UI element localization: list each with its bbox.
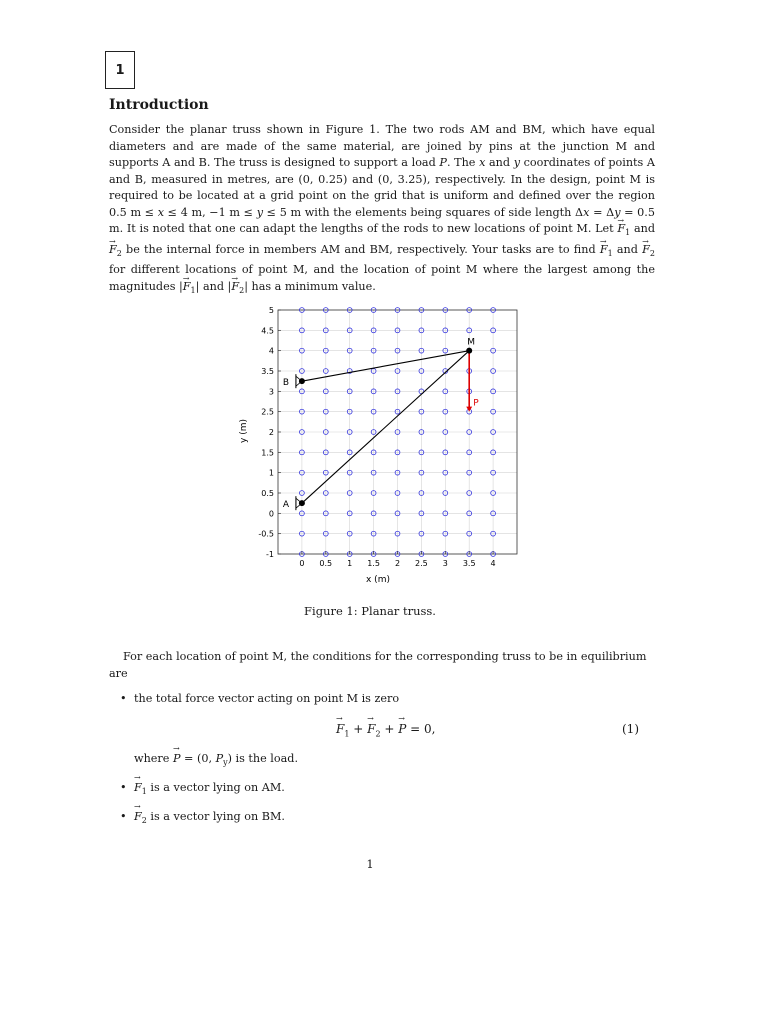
joint-a xyxy=(299,500,305,506)
x-tick-label: 0.5 xyxy=(319,559,333,568)
x-tick-label: 1 xyxy=(347,559,353,568)
point-b-label: B xyxy=(282,378,290,389)
bullet-item-1: • the total force vector acting on point M is zero xyxy=(120,692,400,705)
y-tick-label: 0.5 xyxy=(261,489,274,498)
y-tick-label: 2 xyxy=(268,428,274,437)
x-tick-label: 0 xyxy=(299,559,305,568)
x-tick-label: 2 xyxy=(394,559,401,568)
y-tick-label: 2.5 xyxy=(261,407,274,417)
x-axis-label: x (m) xyxy=(366,575,390,585)
y-tick-label: -1 xyxy=(266,550,274,559)
y-tick-label: 3.5 xyxy=(261,367,274,376)
point-a-label: A xyxy=(282,500,290,511)
page-number: 1 xyxy=(366,857,374,871)
joint-m xyxy=(466,348,472,354)
y-tick-label: 4 xyxy=(268,346,274,356)
truss-figure xyxy=(230,300,530,590)
truss-plot xyxy=(230,300,530,590)
intro-paragraph: Consider the planar truss shown in Figure 1. The two rods AM and BM, which have equal diameters and are made of the same material, are joined by pins at the junction M and supports A and B. The truss is designed to support a load P. The x and y coordinates of points A and B, measured in metres, are (0, 0.25) and (0, 3.25), respectively. In the design, point M is required to be located at a grid point on the grid that is uniform and defined over the region 0.5 m ≤ x ≤ 4 m, −1 m ≤ y ≤ 5 m with the elements being squares of side length Δx = Δy = 0.5 m. It is noted that one can adapt the lengths of the rods to new locations of point M. Let → $F_1$ and → $F_2$ be the internal force in members AM and BM, respectively. Your tasks are to find → $F_1$ and → $F_2$ for different locations of point M, and the location of point M where the largest among the magnitudes |→ $F_1|$ and |→ $F_2|$ has a minimum value. xyxy=(109,122,655,300)
y-tick-label: 5 xyxy=(268,306,274,315)
y-axis-label: y (m) xyxy=(239,419,249,443)
truss-member xyxy=(302,351,469,504)
y-tick-label: 3 xyxy=(268,387,274,397)
y-tick-label: 1 xyxy=(268,468,274,478)
x-tick-label: 4 xyxy=(490,559,496,568)
joint-b xyxy=(299,378,305,384)
x-tick-label: 2.5 xyxy=(415,559,428,568)
x-tick-label: 3 xyxy=(442,559,448,568)
equation-1: → $F_1$ + → $F_2$ + → P = 0, xyxy=(336,722,435,738)
equilibrium-paragraph: For each location of point M, the conditions for the corresponding truss to be in equilibrium are xyxy=(109,650,647,680)
equation-number: (1) xyxy=(622,722,639,736)
figure-caption: Figure 1: Planar truss. xyxy=(304,604,436,618)
bullet-item-3: •→ $F_2$ is a vector lying on BM. xyxy=(120,810,285,825)
x-tick-label: 1.5 xyxy=(367,559,380,568)
section-number: 1 xyxy=(115,62,125,78)
load-p-label: P xyxy=(473,398,479,409)
bullet-item-2: •→ $F_1$ is a vector lying on AM. xyxy=(120,781,285,796)
point-m-label: M xyxy=(467,337,475,348)
section-title: Introduction xyxy=(109,97,209,113)
truss-member xyxy=(302,351,469,382)
y-tick-label: 4.5 xyxy=(261,326,274,336)
load-definition: where → P = (0, $P_y$) is the load. xyxy=(134,752,298,767)
section-number-box xyxy=(105,51,135,89)
y-tick-label: 0 xyxy=(268,509,274,519)
y-tick-label: 1.5 xyxy=(261,448,274,458)
x-tick-label: 3.5 xyxy=(462,559,476,568)
y-tick-label: -0.5 xyxy=(258,529,274,539)
